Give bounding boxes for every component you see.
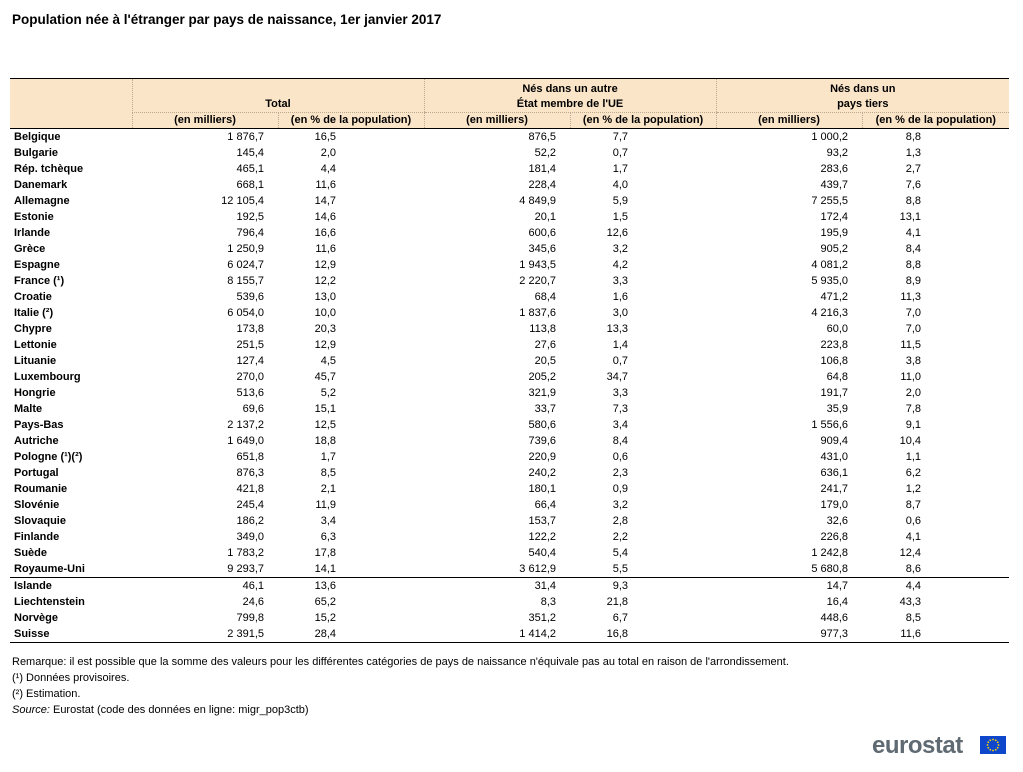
third-thousands-cell: 106,8 xyxy=(820,355,849,367)
third-percent-cell: 12,4 xyxy=(899,547,922,559)
country-cell: Italie (²) xyxy=(14,307,54,319)
header-unit-thousands: (en milliers) xyxy=(424,113,570,129)
total-thousands-cell: 2 137,2 xyxy=(227,419,264,431)
total-percent-cell: 4,4 xyxy=(320,163,336,175)
country-cell: Islande xyxy=(10,578,132,595)
eu-thousands-cell: 8,3 xyxy=(540,596,556,608)
total-thousands-cell: 192,5 xyxy=(236,211,264,223)
total-thousands-cell: 1 250,9 xyxy=(227,243,264,255)
eu-percent-cell: 1,4 xyxy=(612,339,629,351)
eu-thousands-cell: 20,5 xyxy=(534,355,556,367)
third-percent-cell: 2,0 xyxy=(905,387,922,399)
total-thousands-cell: 465,1 xyxy=(236,163,264,175)
total-thousands-cell: 251,5 xyxy=(236,339,264,351)
table-row xyxy=(10,561,1009,578)
total-percent-cell: 2,0 xyxy=(320,147,336,159)
third-thousands-cell: 179,0 xyxy=(820,499,849,511)
third-percent-cell: 8,8 xyxy=(905,195,922,207)
third-thousands-cell: 283,6 xyxy=(820,163,849,175)
eu-percent-cell: 12,6 xyxy=(606,227,629,239)
third-percent-cell: 8,9 xyxy=(905,275,922,287)
third-percent-cell: 6,2 xyxy=(905,467,922,479)
eu-percent-cell: 13,3 xyxy=(606,323,629,335)
eu-flag-icon xyxy=(980,736,1006,754)
total-percent-cell: 11,9 xyxy=(315,499,336,511)
eu-flag-star xyxy=(987,744,989,746)
third-thousands-cell: 431,0 xyxy=(820,451,849,463)
total-percent-cell: 11,6 xyxy=(315,243,336,255)
table-row xyxy=(10,145,1009,161)
third-percent-cell: 8,5 xyxy=(905,612,922,624)
eu-flag-star xyxy=(997,741,999,743)
third-percent-cell: 1,3 xyxy=(905,147,922,159)
total-percent-cell: 65,2 xyxy=(314,596,336,608)
header-blank-sub xyxy=(10,113,132,129)
eu-percent-cell: 3,0 xyxy=(612,307,629,319)
source-text: Eurostat (code des données en ligne: migr_pop3ctb) xyxy=(49,704,309,716)
eu-percent-cell: 3,4 xyxy=(612,419,629,431)
eu-percent-cell: 3,3 xyxy=(612,387,629,399)
country-cell: Autriche xyxy=(14,435,59,447)
eu-thousands-cell: 113,8 xyxy=(529,323,556,335)
third-thousands-cell: 32,6 xyxy=(826,515,849,527)
eu-percent-cell: 0,6 xyxy=(612,451,629,463)
table-row xyxy=(10,610,1009,626)
eu-thousands-cell: 1 943,5 xyxy=(519,259,556,271)
third-thousands-cell: 93,2 xyxy=(826,147,849,159)
third-percent-cell: 8,8 xyxy=(905,259,922,271)
country-cell: Norvège xyxy=(14,612,59,624)
total-percent-cell: 12,9 xyxy=(314,259,336,271)
table-row xyxy=(10,257,1009,273)
total-thousands-cell: 876,3 xyxy=(236,467,264,479)
country-cell: Finlande xyxy=(14,531,60,543)
eu-percent-cell: 8,4 xyxy=(612,435,629,447)
eu-percent-cell: 16,8 xyxy=(570,626,716,643)
eu-thousands-cell: 33,7 xyxy=(534,403,556,415)
third-percent-cell: 10,4 xyxy=(899,435,922,447)
total-thousands-cell: 46,1 xyxy=(132,578,278,595)
footnote-1: (¹) Données provisoires. xyxy=(12,672,130,684)
table-row xyxy=(10,385,1009,401)
header-unit-thousands: (en milliers) xyxy=(716,113,862,129)
eu-flag-star xyxy=(987,747,989,749)
table-row xyxy=(10,417,1009,433)
table-row xyxy=(10,545,1009,561)
total-thousands-cell: 173,8 xyxy=(236,323,264,335)
country-cell: Suisse xyxy=(10,626,132,643)
eu-percent-cell: 1,6 xyxy=(612,291,629,303)
total-thousands-cell: 539,6 xyxy=(236,291,264,303)
eu-thousands-cell: 739,6 xyxy=(528,435,556,447)
third-percent-cell: 8,7 xyxy=(905,499,922,511)
header-unit-percent: (en % de la population) xyxy=(862,113,1009,129)
eu-thousands-cell: 181,4 xyxy=(528,163,556,175)
eu-flag-star xyxy=(987,741,989,743)
country-cell: Slovaquie xyxy=(14,515,66,527)
third-percent-cell: 1,1 xyxy=(905,451,922,463)
total-thousands-cell: 1 783,2 xyxy=(227,547,264,559)
country-cell: Lettonie xyxy=(14,339,57,351)
third-percent-cell: 13,1 xyxy=(899,211,922,223)
eu-percent-cell: 3,3 xyxy=(612,275,629,287)
eu-flag-star xyxy=(989,739,991,741)
eu-percent-cell: 0,9 xyxy=(612,483,629,495)
total-percent-cell: 11,6 xyxy=(315,179,336,191)
table-row xyxy=(10,321,1009,337)
total-thousands-cell: 2 391,5 xyxy=(132,626,278,643)
footnotes xyxy=(12,654,789,718)
page-title: Population née à l'étranger par pays de naissance, 1er janvier 2017 xyxy=(12,12,442,27)
eu-thousands-cell: 31,4 xyxy=(424,578,570,595)
table-row xyxy=(10,209,1009,225)
eu-percent-cell: 1,7 xyxy=(612,163,629,175)
third-thousands-cell: 60,0 xyxy=(826,323,849,335)
third-percent-cell: 7,6 xyxy=(905,179,922,191)
total-percent-cell: 13,0 xyxy=(314,291,336,303)
total-percent-cell: 12,5 xyxy=(314,419,336,431)
table-row xyxy=(10,177,1009,193)
third-percent-cell: 11,5 xyxy=(900,339,922,351)
eu-thousands-cell: 68,4 xyxy=(534,291,556,303)
eu-flag-star xyxy=(989,749,991,751)
total-percent-cell: 17,8 xyxy=(314,547,336,559)
total-thousands-cell: 24,6 xyxy=(242,596,264,608)
third-percent-cell: 0,6 xyxy=(905,515,922,527)
table-row xyxy=(10,241,1009,257)
table-row xyxy=(10,225,1009,241)
total-percent-cell: 15,1 xyxy=(314,403,336,415)
country-cell: Hongrie xyxy=(14,387,56,399)
total-thousands-cell: 349,0 xyxy=(236,531,264,543)
remark-note: Remarque: il est possible que la somme des valeurs pour les différentes catégories de pays de naissance n'équivale pas au total en raison de l'arrondissement. xyxy=(12,656,789,668)
table-row xyxy=(10,369,1009,385)
third-thousands-cell: 439,7 xyxy=(820,179,849,191)
eu-percent-cell: 3,2 xyxy=(612,243,629,255)
total-thousands-cell: 270,0 xyxy=(236,371,264,383)
total-percent-cell: 16,6 xyxy=(314,227,336,239)
eu-percent-cell: 5,4 xyxy=(612,547,629,559)
total-percent-cell: 1,7 xyxy=(320,451,336,463)
third-thousands-cell: 16,4 xyxy=(826,596,849,608)
country-cell: Suède xyxy=(14,547,48,559)
third-percent-cell: 11,0 xyxy=(900,371,922,383)
table-row xyxy=(10,193,1009,209)
third-percent-cell: 11,6 xyxy=(862,626,1009,643)
header-unit-thousands: (en milliers) xyxy=(132,113,278,129)
eu-thousands-cell: 205,2 xyxy=(528,371,556,383)
eu-percent-cell: 2,8 xyxy=(612,515,629,527)
eu-percent-cell: 6,7 xyxy=(612,612,629,624)
eu-flag-star xyxy=(992,739,994,741)
eu-percent-cell: 7,3 xyxy=(612,403,629,415)
table-row xyxy=(10,594,1009,610)
eu-percent-cell: 9,3 xyxy=(570,578,716,595)
total-percent-cell: 12,2 xyxy=(314,275,336,287)
country-cell: Chypre xyxy=(14,323,52,335)
eu-thousands-cell: 27,6 xyxy=(534,339,556,351)
table-row xyxy=(10,161,1009,177)
country-cell: Lituanie xyxy=(14,355,57,367)
third-thousands-cell: 195,9 xyxy=(820,227,849,239)
eu-percent-cell: 4,2 xyxy=(612,259,629,271)
total-percent-cell: 4,5 xyxy=(320,355,336,367)
country-cell: Slovénie xyxy=(14,499,60,511)
header-third-country: Nés dans un pays tiers xyxy=(716,79,1009,113)
third-thousands-cell: 14,7 xyxy=(716,578,862,595)
eu-flag-star xyxy=(995,739,997,741)
country-cell: Espagne xyxy=(14,259,60,271)
third-thousands-cell: 191,7 xyxy=(820,387,849,399)
total-percent-cell: 8,5 xyxy=(320,467,336,479)
country-cell: Liechtenstein xyxy=(14,596,85,608)
eu-thousands-cell: 876,5 xyxy=(528,131,556,143)
third-percent-cell: 4,4 xyxy=(862,578,1009,595)
third-percent-cell: 7,8 xyxy=(905,403,922,415)
total-percent-cell: 15,2 xyxy=(314,612,336,624)
eu-flag-star xyxy=(992,750,994,752)
eu-thousands-cell: 2 220,7 xyxy=(519,275,556,287)
total-percent-cell: 10,0 xyxy=(314,307,336,319)
data-table xyxy=(10,78,1009,643)
third-thousands-cell: 4 216,3 xyxy=(811,307,849,319)
eu-percent-cell: 0,7 xyxy=(612,355,629,367)
third-thousands-cell: 1 000,2 xyxy=(811,131,849,143)
third-percent-cell: 3,8 xyxy=(905,355,922,367)
footnote-2: (²) Estimation. xyxy=(12,688,81,700)
eu-thousands-cell: 220,9 xyxy=(528,451,556,463)
table-row xyxy=(10,129,1009,146)
table-body xyxy=(10,129,1009,643)
eu-flag-star xyxy=(995,749,997,751)
table-row xyxy=(10,337,1009,353)
third-percent-cell: 8,6 xyxy=(905,563,922,575)
table-row xyxy=(10,626,1009,643)
eu-thousands-cell: 345,6 xyxy=(528,243,556,255)
eu-percent-cell: 5,5 xyxy=(612,563,629,575)
third-thousands-cell: 1 242,8 xyxy=(811,547,849,559)
source-label: Source: xyxy=(12,704,50,716)
total-thousands-cell: 799,8 xyxy=(236,612,264,624)
eu-thousands-cell: 3 612,9 xyxy=(519,563,556,575)
table-row xyxy=(10,305,1009,321)
total-percent-cell: 6,3 xyxy=(320,531,336,543)
table-row xyxy=(10,513,1009,529)
country-cell: Irlande xyxy=(14,227,51,239)
third-thousands-cell: 64,8 xyxy=(826,371,849,383)
country-cell: Royaume-Uni xyxy=(14,563,85,575)
total-percent-cell: 28,4 xyxy=(278,626,424,643)
total-percent-cell: 14,7 xyxy=(314,195,336,207)
eu-percent-cell: 34,7 xyxy=(606,371,629,383)
eu-thousands-cell: 351,2 xyxy=(528,612,556,624)
country-cell: Rép. tchèque xyxy=(14,163,84,175)
eu-percent-cell: 5,9 xyxy=(612,195,629,207)
total-thousands-cell: 6 024,7 xyxy=(227,259,264,271)
table-row xyxy=(10,273,1009,289)
total-percent-cell: 3,4 xyxy=(320,515,336,527)
total-percent-cell: 2,1 xyxy=(320,483,336,495)
eu-thousands-cell: 122,2 xyxy=(528,531,556,543)
eu-percent-cell: 1,5 xyxy=(612,211,629,223)
eu-thousands-cell: 20,1 xyxy=(534,211,556,223)
country-cell: Belgique xyxy=(14,131,61,143)
country-cell: Malte xyxy=(14,403,43,415)
eu-thousands-cell: 52,2 xyxy=(534,147,556,159)
country-cell: Pologne (¹)(²) xyxy=(14,451,83,463)
header-unit-percent: (en % de la population) xyxy=(278,113,424,129)
third-percent-cell: 9,1 xyxy=(905,419,922,431)
table-row xyxy=(10,465,1009,481)
eu-thousands-cell: 153,7 xyxy=(528,515,556,527)
country-cell: Estonie xyxy=(14,211,54,223)
total-thousands-cell: 1 876,7 xyxy=(227,131,264,143)
eu-percent-cell: 2,2 xyxy=(612,531,629,543)
country-cell: Roumanie xyxy=(14,483,68,495)
third-percent-cell: 2,7 xyxy=(905,163,922,175)
total-percent-cell: 14,1 xyxy=(314,563,336,575)
third-thousands-cell: 172,4 xyxy=(820,211,849,223)
country-cell: Luxembourg xyxy=(14,371,81,383)
third-thousands-cell: 7 255,5 xyxy=(811,195,849,207)
eu-thousands-cell: 66,4 xyxy=(534,499,556,511)
third-percent-cell: 4,1 xyxy=(905,227,922,239)
country-cell: Grèce xyxy=(14,243,46,255)
third-thousands-cell: 5 680,8 xyxy=(811,563,849,575)
third-percent-cell: 4,1 xyxy=(905,531,922,543)
total-thousands-cell: 421,8 xyxy=(236,483,264,495)
third-thousands-cell: 905,2 xyxy=(820,243,849,255)
third-thousands-cell: 5 935,0 xyxy=(811,275,849,287)
total-percent-cell: 13,6 xyxy=(278,578,424,595)
third-thousands-cell: 471,2 xyxy=(820,291,849,303)
total-percent-cell: 16,5 xyxy=(314,131,336,143)
eurostat-logo: eurostat xyxy=(872,732,963,759)
third-percent-cell: 7,0 xyxy=(905,323,922,335)
total-thousands-cell: 513,6 xyxy=(236,387,264,399)
header-total: Total xyxy=(132,79,424,113)
total-percent-cell: 20,3 xyxy=(314,323,336,335)
total-thousands-cell: 651,8 xyxy=(236,451,264,463)
header-unit-percent: (en % de la population) xyxy=(570,113,716,129)
source-line xyxy=(12,702,789,718)
eu-thousands-cell: 228,4 xyxy=(528,179,556,191)
eu-thousands-cell: 4 849,9 xyxy=(519,195,556,207)
eu-thousands-cell: 180,1 xyxy=(528,483,556,495)
total-thousands-cell: 245,4 xyxy=(236,499,264,511)
table-row xyxy=(10,433,1009,449)
eu-thousands-cell: 321,9 xyxy=(528,387,556,399)
total-thousands-cell: 6 054,0 xyxy=(227,307,264,319)
eu-flag-star xyxy=(998,744,1000,746)
eu-percent-cell: 2,3 xyxy=(612,467,629,479)
third-percent-cell: 1,2 xyxy=(905,483,922,495)
third-percent-cell: 11,3 xyxy=(900,291,922,303)
header-blank xyxy=(10,79,132,113)
total-percent-cell: 14,6 xyxy=(314,211,336,223)
total-thousands-cell: 8 155,7 xyxy=(227,275,264,287)
eu-percent-cell: 21,8 xyxy=(606,596,629,608)
table-row xyxy=(10,529,1009,545)
total-percent-cell: 18,8 xyxy=(314,435,336,447)
third-thousands-cell: 636,1 xyxy=(820,467,849,479)
country-cell: Croatie xyxy=(14,291,52,303)
country-cell: Bulgarie xyxy=(14,147,59,159)
third-thousands-cell: 1 556,6 xyxy=(811,419,849,431)
total-thousands-cell: 12 105,4 xyxy=(221,195,264,207)
country-cell: Danemark xyxy=(14,179,68,191)
country-cell: Portugal xyxy=(14,467,59,479)
country-cell: France (¹) xyxy=(14,275,65,287)
third-thousands-cell: 4 081,2 xyxy=(811,259,849,271)
table-row xyxy=(10,497,1009,513)
third-percent-cell: 7,0 xyxy=(905,307,922,319)
table-row xyxy=(10,401,1009,417)
third-thousands-cell: 977,3 xyxy=(716,626,862,643)
table-row xyxy=(10,481,1009,497)
total-percent-cell: 5,2 xyxy=(320,387,336,399)
eu-thousands-cell: 240,2 xyxy=(528,467,556,479)
third-percent-cell: 43,3 xyxy=(899,596,922,608)
table-row xyxy=(10,289,1009,305)
eu-percent-cell: 3,2 xyxy=(612,499,629,511)
eu-thousands-cell: 600,6 xyxy=(528,227,556,239)
header-eu-born: Nés dans un autre État membre de l'UE xyxy=(424,79,716,113)
total-thousands-cell: 186,2 xyxy=(236,515,264,527)
table-row xyxy=(10,449,1009,465)
table-row xyxy=(10,353,1009,369)
eu-thousands-cell: 1 837,6 xyxy=(519,307,556,319)
eu-percent-cell: 4,0 xyxy=(612,179,629,191)
total-thousands-cell: 69,6 xyxy=(242,403,264,415)
third-thousands-cell: 226,8 xyxy=(820,531,849,543)
eu-thousands-cell: 540,4 xyxy=(528,547,556,559)
total-thousands-cell: 145,4 xyxy=(236,147,264,159)
eu-percent-cell: 7,7 xyxy=(612,131,629,143)
eu-percent-cell: 0,7 xyxy=(612,147,629,159)
third-thousands-cell: 223,8 xyxy=(820,339,849,351)
table-row xyxy=(10,578,1009,595)
total-thousands-cell: 668,1 xyxy=(236,179,264,191)
total-percent-cell: 12,9 xyxy=(314,339,336,351)
total-thousands-cell: 796,4 xyxy=(236,227,264,239)
total-thousands-cell: 127,4 xyxy=(236,355,264,367)
country-cell: Allemagne xyxy=(14,195,70,207)
eu-flag-star xyxy=(997,747,999,749)
third-thousands-cell: 909,4 xyxy=(820,435,849,447)
country-cell: Pays-Bas xyxy=(14,419,64,431)
third-thousands-cell: 35,9 xyxy=(826,403,849,415)
third-percent-cell: 8,8 xyxy=(905,131,922,143)
total-thousands-cell: 1 649,0 xyxy=(227,435,264,447)
third-thousands-cell: 241,7 xyxy=(820,483,849,495)
third-thousands-cell: 448,6 xyxy=(820,612,849,624)
eu-thousands-cell: 580,6 xyxy=(528,419,556,431)
eu-thousands-cell: 1 414,2 xyxy=(424,626,570,643)
total-percent-cell: 45,7 xyxy=(314,371,336,383)
total-thousands-cell: 9 293,7 xyxy=(227,563,264,575)
third-percent-cell: 8,4 xyxy=(905,243,922,255)
